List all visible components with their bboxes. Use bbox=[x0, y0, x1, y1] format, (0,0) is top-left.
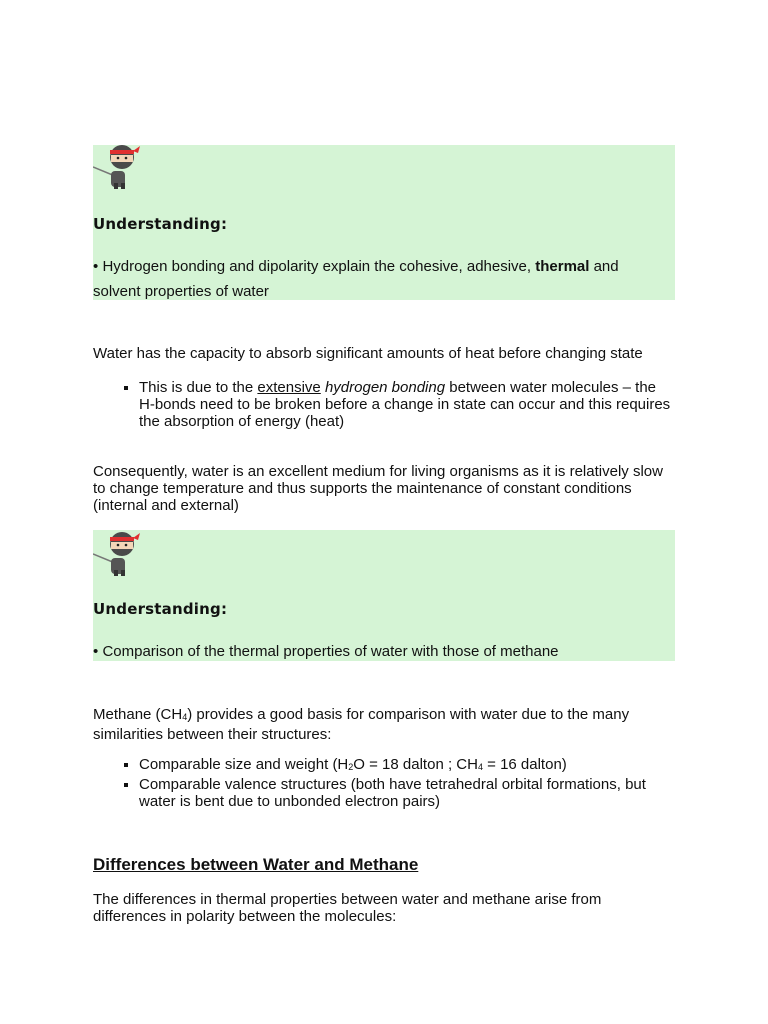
subscript: 2 bbox=[348, 762, 354, 772]
bullet-text: Comparison of the thermal properties of water with those of methane bbox=[102, 643, 559, 660]
list-item-text: O = 18 dalton ; CH bbox=[353, 756, 478, 773]
bullet-marker: • bbox=[93, 258, 99, 275]
bullet-text-post: and bbox=[593, 258, 619, 275]
list-item-text-post: between water molecules – the H-bonds need to be broken before a change in state can occur and this requires the absorption of energy (heat) bbox=[139, 379, 671, 430]
paragraph-methane-basis bbox=[93, 706, 675, 743]
understanding-box-methane bbox=[93, 530, 675, 661]
list-hydrogen-bonding bbox=[93, 379, 675, 430]
paragraph-text: Methane (CH bbox=[93, 706, 183, 723]
understanding-bullet bbox=[93, 640, 675, 664]
understanding-heading: Understanding: bbox=[93, 600, 228, 618]
paragraph-text-post: ) provides a good basis for comparison with water due to the many similarities between their structures: bbox=[93, 706, 630, 743]
paragraph-consequently: Consequently, water is an excellent medium for living organisms as it is relatively slow to change temperature and thus supports the maintenance of constant conditions (internal and external) bbox=[93, 463, 663, 514]
ninja-mascot-icon bbox=[93, 143, 141, 191]
understanding-box-thermal bbox=[93, 145, 675, 300]
section-heading: Differences between Water and Methane bbox=[93, 855, 419, 874]
list-item bbox=[139, 379, 675, 430]
bullet-text-bold: thermal bbox=[535, 258, 590, 275]
list-item-text: Comparable size and weight (H bbox=[139, 756, 349, 773]
bullet-marker: • bbox=[93, 643, 99, 660]
list-item-text: This is due to the bbox=[139, 379, 254, 396]
list-similarities bbox=[93, 756, 675, 810]
bullet-text-pre: Hydrogen bonding and dipolarity explain the cohesive, adhesive, bbox=[102, 258, 532, 275]
list-item-text: = 16 dalton) bbox=[482, 756, 567, 773]
subscript: 4 bbox=[182, 712, 188, 722]
list-item: ▪ Comparable valence structures (both have tetrahedral orbital formations, but water is bent due to unbonded electron pairs) bbox=[139, 776, 675, 810]
paragraph-heat-capacity: Water has the capacity to absorb significant amounts of heat before changing state bbox=[93, 345, 643, 362]
subscript: 4 bbox=[477, 762, 483, 772]
list-item-underlined: extensive bbox=[257, 379, 321, 396]
understanding-heading: Understanding: bbox=[93, 215, 228, 233]
ninja-mascot-icon bbox=[93, 530, 141, 578]
understanding-bullet-line2: solvent properties of water bbox=[93, 283, 269, 300]
list-item-italic: hydrogen bonding bbox=[324, 379, 446, 396]
list-item bbox=[139, 756, 675, 776]
paragraph-differences: The differences in thermal properties between water and methane arise from differences in polarity between the molecules: bbox=[93, 891, 602, 925]
understanding-bullet bbox=[93, 255, 675, 279]
